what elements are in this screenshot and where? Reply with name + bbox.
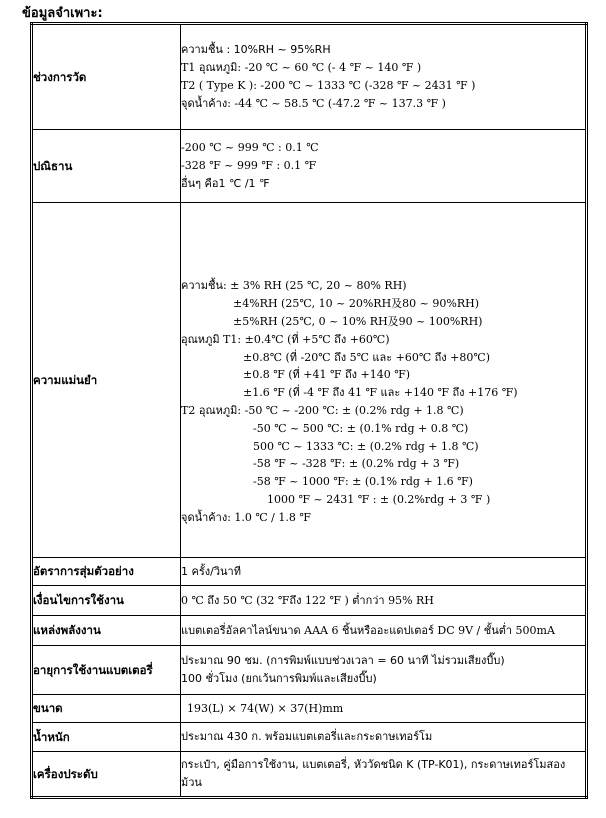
spec-label-dimensions: ขนาด [32, 695, 181, 723]
table-row [32, 586, 587, 616]
table-row [32, 24, 587, 130]
value-line: -200 ℃ ~ 999 ℃ : 0.1 ℃ [181, 141, 319, 155]
spec-label-battery-life: อายุการใช้งานแบตเตอรี่ [32, 646, 181, 695]
value-line: ความชื้น : 10%RH ~ 95%RH [181, 43, 331, 57]
table-row [32, 646, 587, 695]
spec-value-sampling-rate [181, 558, 587, 586]
value-line: -58 ℉ ~ -328 ℉: ± (0.2% rdg + 3 ℉) [253, 457, 460, 471]
spec-label-sampling-rate: อัตราการสุ่มตัวอย่าง [32, 558, 181, 586]
spec-value-weight [181, 723, 587, 752]
value-line: T1 อุณหภูมิ: -20 ℃ ~ 60 ℃ (- 4 ℉ ~ 140 ℉ ) [181, 61, 422, 75]
value-line: 1 ครั้ง/วินาที [181, 564, 241, 578]
spec-label-operating-conditions: เงื่อนไขการใช้งาน [32, 586, 181, 616]
value-line: -50 ℃ ~ 500 ℃: ± (0.1% rdg + 0.8 ℃) [253, 421, 469, 435]
spec-label-accuracy: ความแม่นยำ [32, 203, 181, 558]
value-line: ±0.8℃ (ที่ -20℃ ถึง 5℃ และ +60℃ ถึง +80℃) [243, 350, 490, 364]
value-line: T2 อุณหภูมิ: -50 ℃ ~ -200 ℃: ± (0.2% rdg + 1.8 ℃) [181, 404, 464, 417]
value-line: ประมาณ 90 ชม. (การพิมพ์แบบช่วงเวลา = 60 นาที ไม่รวมเสียงบี๊บ) [181, 654, 505, 668]
value-line: ±1.6 ℉ (ที่ -4 ℉ ถึง 41 ℉ และ +140 ℉ ถึง +176 ℉) [243, 386, 518, 400]
value-line: ±0.8 ℉ (ที่ +41 ℉ ถึง +140 ℉) [243, 368, 411, 382]
specification-table-container [30, 22, 588, 799]
value-line: 193(L) × 74(W) × 37(H)mm [187, 701, 344, 715]
spec-value-measurement-range [181, 24, 587, 130]
spec-label-accessories: เครื่องประดับ [32, 752, 181, 798]
table-row [32, 558, 587, 586]
spec-label-resolution: ปณิธาน [32, 130, 181, 203]
value-line: อื่นๆ คือ1 ℃ /1 ℉ [181, 176, 270, 190]
value-line: 500 ℃ ~ 1333 ℃: ± (0.2% rdg + 1.8 ℃) [253, 439, 479, 453]
spec-value-resolution [181, 130, 587, 203]
specification-table-body [32, 24, 587, 798]
value-line: จุดน้ำค้าง: 1.0 ℃ / 1.8 ℉ [181, 510, 311, 524]
spec-value-operating-conditions [181, 586, 587, 616]
spec-value-accuracy [181, 203, 587, 558]
spec-label-measurement-range: ช่วงการวัด [32, 24, 181, 130]
spec-value-dimensions [181, 695, 587, 723]
value-line: ประมาณ 430 ก. พร้อมแบตเตอรี่และกระดาษเทอร์โม [181, 730, 433, 744]
spec-value-accessories [181, 752, 587, 798]
value-line: -58 ℉ ~ 1000 ℉: ± (0.1% rdg + 1.6 ℉) [253, 475, 473, 489]
table-row [32, 130, 587, 203]
spec-label-weight: น้ำหนัก [32, 723, 181, 752]
table-row [32, 203, 587, 558]
page-title: ข้อมูลจำเพาะ: [22, 6, 103, 21]
spec-value-battery-life [181, 646, 587, 695]
table-row [32, 723, 587, 752]
value-line: -328 ℉ ~ 999 ℉ : 0.1 ℉ [181, 159, 317, 173]
table-row [32, 752, 587, 798]
spec-label-power-source: แหล่งพลังงาน [32, 616, 181, 646]
value-line: จุดน้ำค้าง: -44 ℃ ~ 58.5 ℃ (-47.2 ℉ ~ 137.3 ℉ ) [181, 96, 446, 110]
table-row [32, 616, 587, 646]
value-line: ±4%RH (25℃, 10 ~ 20%RH及80 ~ 90%RH) [233, 297, 479, 311]
value-line: 100 ชั่วโมง (ยกเว้นการพิมพ์และเสียงบี๊บ) [181, 672, 377, 685]
value-line: แบตเตอรี่อัลคาไลน์ขนาด AAA 6 ชิ้นหรืออะแดปเตอร์ DC 9V / ชั้นต่ำ 500mA [181, 623, 555, 637]
specification-table [30, 22, 588, 799]
value-line: ม้วน [181, 776, 202, 789]
spec-value-power-source [181, 616, 587, 646]
value-line: ±5%RH (25℃, 0 ~ 10% RH及90 ~ 100%RH) [233, 314, 483, 328]
value-line: อุณหภูมิ T1: ±0.4℃ (ที่ +5℃ ถึง +60℃) [181, 332, 390, 346]
value-line: 1000 ℉ ~ 2431 ℉ : ± (0.2%rdg + 3 ℉ ) [267, 493, 491, 507]
table-row [32, 695, 587, 723]
value-line: กระเป๋า, คู่มือการใช้งาน, แบตเตอรี่, หัววัดชนิด K (TP-K01), กระดาษเทอร์โมสอง [181, 758, 566, 772]
value-line: ความชื้น: ± 3% RH (25 ℃, 20 ~ 80% RH) [181, 279, 407, 293]
value-line: 0 ℃ ถึง 50 ℃ (32 ℉ถึง 122 ℉ ) ต่ำกว่า 95% RH [181, 593, 434, 607]
value-line: T2 ( Type K ): -200 ℃ ~ 1333 ℃ (-328 ℉ ~ 2431 ℉ ) [181, 79, 476, 92]
